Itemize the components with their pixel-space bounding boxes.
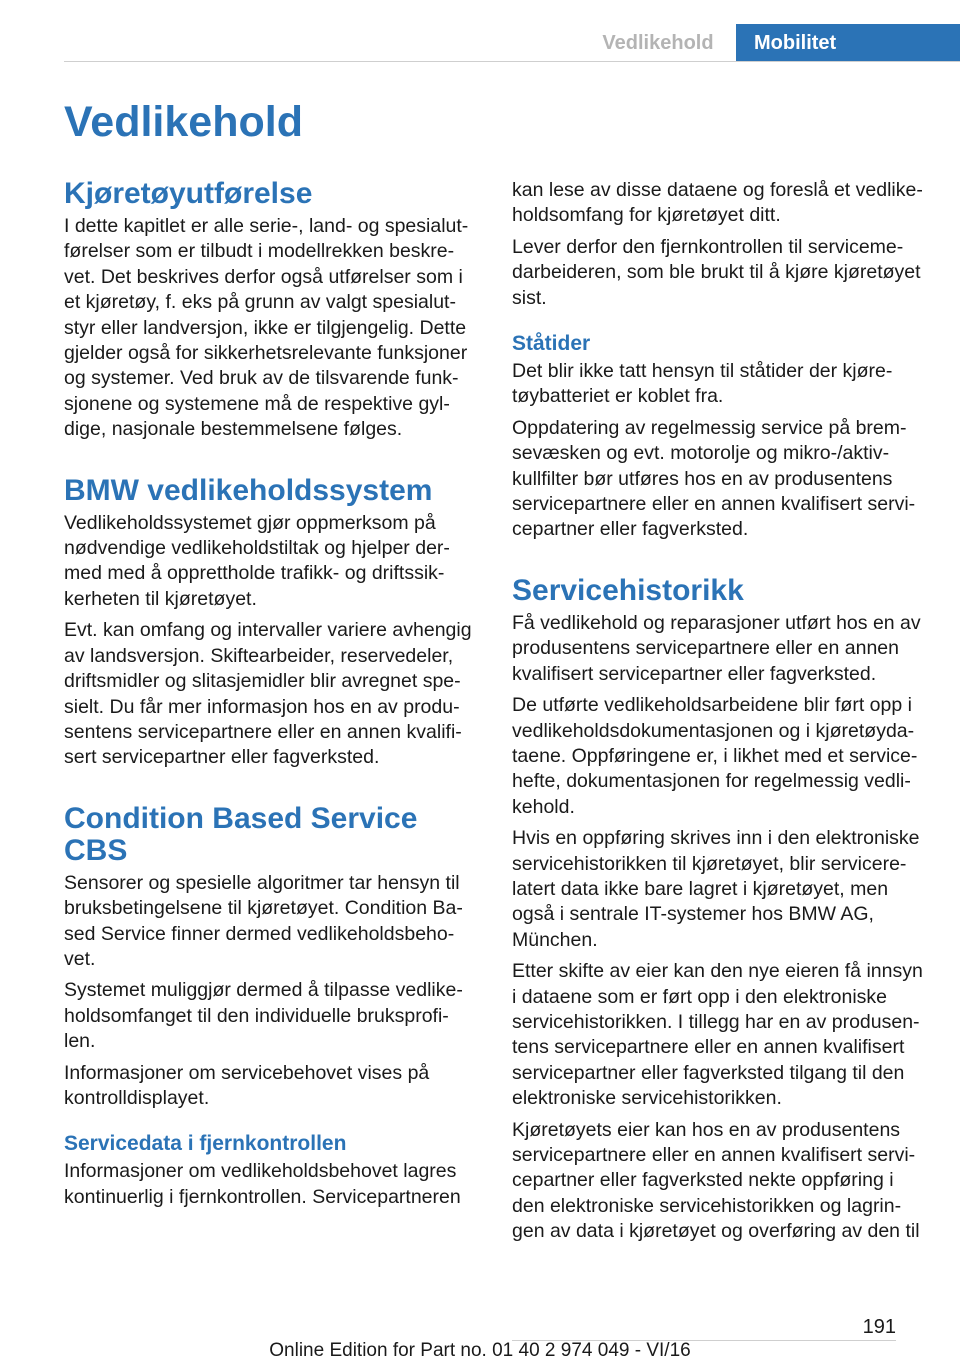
- header-divider: [64, 61, 960, 62]
- paragraph-kjoretoyutforelse: I dette kapitlet er alle serie-, land- og spesialut- førelser som er tilbudt i modellrekken beskre- vet. Det beskrives derfor også utførelser som i et kjøretøy, f. eks på grunn av valgt spesialut- styr eller landversjon, ikke er tilgjengelig. Dette gjelder også for sikkerhetsrelevante funksjoner og systemer. Ved bruk av de tilsvarende funk- sjonene og systemene må de respektive gyl- dige, nasjonale bestemmelsene følges.: [64, 215, 469, 441]
- heading-bmw-vedlikeholdssystem: BMW vedlikeholdssystem: [64, 473, 433, 507]
- section-tab-vedlikehold: Vedlikehold: [602, 31, 714, 54]
- chapter-tab-mobilitet: Mobilitet: [736, 24, 960, 62]
- paragraph-vedlikeholdssystem-2: Evt. kan omfang og intervaller variere avhengig av landsversjon. Skiftearbeider, reservedeler, driftsmidler og slitasjemidler blir avregnet spe- sielt. Du får mer informasjon hos en av produ- sentens servicepartnere eller en annen kvalifi- sert servicepartner eller fagverksted.: [64, 619, 472, 769]
- paragraph-statider-2: Oppdatering av regelmessig service på brem- sevæsken og evt. motorolje og mikro-/aktiv- kullfilter bør utføres hos en av produsentens servicepartnere eller en annen kvalifisert servi- cepartner eller fagverksted.: [512, 416, 916, 541]
- paragraph-servicedata: Informasjoner om vedlikeholdsbehovet lagres kontinuerlig i fjernkontrollen. Servicepartneren: [64, 1160, 461, 1208]
- paragraph-servicehistorikk-2: De utførte vedlikeholdsarbeidene blir ført opp i vedlikeholdsdokumentasjonen og i kjøretøyda- taene. Oppføringene er, i likhet med et service- hefte, dokumentasjonen for regelmessig vedli- kehold.: [512, 694, 918, 818]
- heading-servicehistorikk: Servicehistorikk: [512, 573, 744, 607]
- paragraph-servicehistorikk-3: Hvis en oppføring skrives inn i den elektroniske servicehistorikken til kjøretøyet, blir servicere- latert data ikke bare lagret i kjøretøyet, men også i sentrale IT-systemer hos BMW AG, München.: [512, 827, 920, 951]
- heading-condition-based-service: Condition Based Service CBS: [64, 801, 418, 867]
- page-title: Vedlikehold: [64, 98, 303, 146]
- paragraph-vedlikeholdssystem-1: Vedlikeholdssystemet gjør oppmerksom på nødvendige vedlikeholdstiltak og hjelper der- med med å opprettholde trafikk- og driftssik- kerheten til kjøretøyet.: [64, 511, 450, 610]
- right-column: [512, 178, 928, 1251]
- paragraph-cbs-1: Sensorer og spesielle algoritmer tar hensyn til bruksbetingelsene til kjøretøyet. Condition Ba- sed Service finner dermed vedlikeholdsbeho- vet.: [64, 871, 463, 970]
- page-header: [0, 0, 960, 62]
- paragraph-servicehistorikk-1: Få vedlikehold og reparasjoner utført hos en av produsentens servicepartnere eller en annen kvalifisert servicepartner eller fagverksted.: [512, 611, 921, 685]
- edition-footer: Online Edition for Part no. 01 40 2 974 049 - VI/16: [269, 1340, 691, 1361]
- paragraph-servicedata-cont-2: Lever derfor den fjernkontrollen til serviceme- darbeideren, som ble brukt til å kjøre kjøretøyet sist.: [512, 235, 921, 309]
- heading-servicedata-fjernkontrollen: Servicedata i fjernkontrollen: [64, 1132, 347, 1156]
- paragraph-cbs-2: Systemet muliggjør dermed å tilpasse vedlike- holdsomfanget til den individuelle bruksprofi- len.: [64, 979, 463, 1053]
- paragraph-cbs-3: Informasjoner om servicebehovet vises på kontrolldisplayet.: [64, 1061, 430, 1109]
- paragraph-servicedata-cont-1: kan lese av disse dataene og foreslå et vedlike- holdsomfang for kjøretøyet ditt.: [512, 179, 923, 227]
- paragraph-servicehistorikk-5: Kjøretøyets eier kan hos en av produsentens servicepartnere eller en annen kvalifisert servi- cepartner eller fagverksted nekte oppføring i den elektroniske servicehistorikken og lagrin- gen av data i kjøretøyet og overføring av den til: [512, 1118, 920, 1243]
- paragraph-servicehistorikk-4: Etter skifte av eier kan den nye eieren få innsyn i dataene som er ført opp i den elektroniske servicehistorikken. I tillegg har en av produsen- tens servicepartnere eller en annen kvalifisert servicepartner eller fagverksted tilgang til den elektroniske servicehistorikken.: [512, 960, 923, 1110]
- heading-kjoretoyutforelse: Kjøretøyutførelse: [64, 177, 313, 210]
- heading-statider: Ståtider: [512, 332, 591, 356]
- left-column: [64, 178, 480, 1216]
- page-number: 191: [862, 1316, 896, 1338]
- paragraph-statider-1: Det blir ikke tatt hensyn til ståtider der kjøre- tøybatteriet er koblet fra.: [512, 360, 893, 408]
